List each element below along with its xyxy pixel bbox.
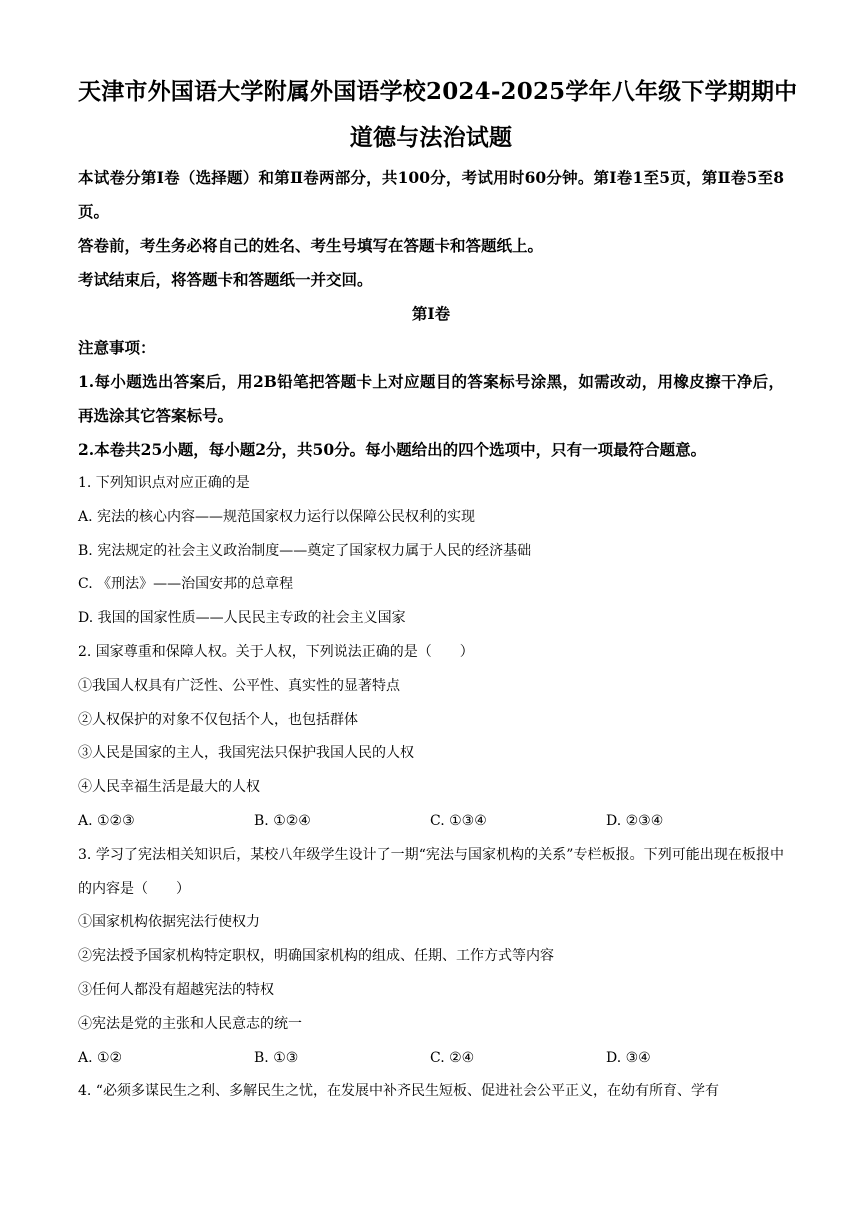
question-1-option-a: A. 宪法的核心内容——规范国家权力运行以保障公民权利的实现: [78, 508, 476, 525]
exam-title-line2: 道德与法治试题: [349, 124, 513, 151]
question-3-option-d: D. ③④: [606, 1049, 651, 1066]
question-4-stem: 4. “必须多谋民生之利、多解民生之忧，在发展中补齐民生短板、促进社会公平正义，在幼有所育、学有: [78, 1083, 719, 1100]
note-2: 2.本卷共25小题，每小题2分，共50分。每小题给出的四个选项中，只有一项最符合题意。: [78, 440, 707, 459]
question-2-options: [78, 805, 784, 839]
intro-paragraph-3: 考试结束后，将答题卡和答题纸一并交回。: [78, 270, 373, 289]
question-2-option-b: B. ①②④: [254, 812, 311, 829]
notes-heading: 注意事项：: [78, 338, 156, 357]
question-3-option-b: B. ①③: [254, 1049, 299, 1066]
question-2-option-d: D. ②③④: [606, 812, 664, 829]
question-3-options: [78, 1042, 784, 1076]
question-1-stem: 1. 下列知识点对应正确的是: [78, 475, 250, 491]
question-3-item-1: ①国家机构依据宪法行使权力: [78, 914, 260, 931]
question-2-item-3: ③人民是国家的主人，我国宪法只保护我国人民的人权: [78, 745, 414, 762]
question-3-stem: 3. 学习了宪法相关知识后，某校八年级学生设计了一期“宪法与国家机构的关系”专栏板报。下列可能出现在板报中的内容是（ ）: [78, 846, 784, 897]
question-3-option-c: C. ②④: [430, 1049, 475, 1066]
question-2-item-1: ①我国人权具有广泛性、公平性、真实性的显著特点: [78, 677, 400, 694]
question-2-option-a: A. ①②③: [78, 812, 135, 829]
question-3-item-2: ②宪法授予国家机构特定职权，明确国家机构的组成、任期、工作方式等内容: [78, 948, 554, 965]
question-1-option-d: D. 我国的国家性质——人民民主专政的社会主义国家: [78, 610, 406, 627]
exam-title-line1: 天津市外国语大学附属外国语学校2024-2025学年八年级下学期期中: [78, 78, 798, 105]
exam-page: [78, 0, 798, 1109]
intro-paragraph-1: 本试卷分第Ⅰ卷（选择题）和第Ⅱ卷两部分，共100分，考试用时60分钟。第Ⅰ卷1至5页，第Ⅱ卷5至8页。: [78, 168, 784, 221]
intro-paragraph-2: 答卷前，考生务必将自己的姓名、考生号填写在答题卡和答题纸上。: [78, 236, 544, 255]
question-2-stem: 2. 国家尊重和保障人权。关于人权，下列说法正确的是（ ）: [78, 643, 474, 660]
question-2-item-4: ④人民幸福生活是最大的人权: [78, 779, 260, 796]
question-1-option-c: C. 《刑法》——治国安邦的总章程: [78, 576, 294, 593]
section-title: 第Ⅰ卷: [411, 304, 451, 323]
note-1: 1.每小题选出答案后，用2B铅笔把答题卡上对应题目的答案标号涂黑，如需改动，用橡皮擦干净后，再选涂其它答案标号。: [78, 372, 784, 425]
question-2-option-c: C. ①③④: [430, 812, 487, 829]
question-3-item-4: ④宪法是党的主张和人民意志的统一: [78, 1015, 302, 1032]
question-2-item-2: ②人权保护的对象不仅包括个人，也包括群体: [78, 711, 358, 728]
question-1-option-b: B. 宪法规定的社会主义政治制度——奠定了国家权力属于人民的经济基础: [78, 542, 532, 559]
question-3-option-a: A. ①②: [78, 1049, 123, 1066]
question-3-item-3: ③任何人都没有超越宪法的特权: [78, 981, 274, 998]
